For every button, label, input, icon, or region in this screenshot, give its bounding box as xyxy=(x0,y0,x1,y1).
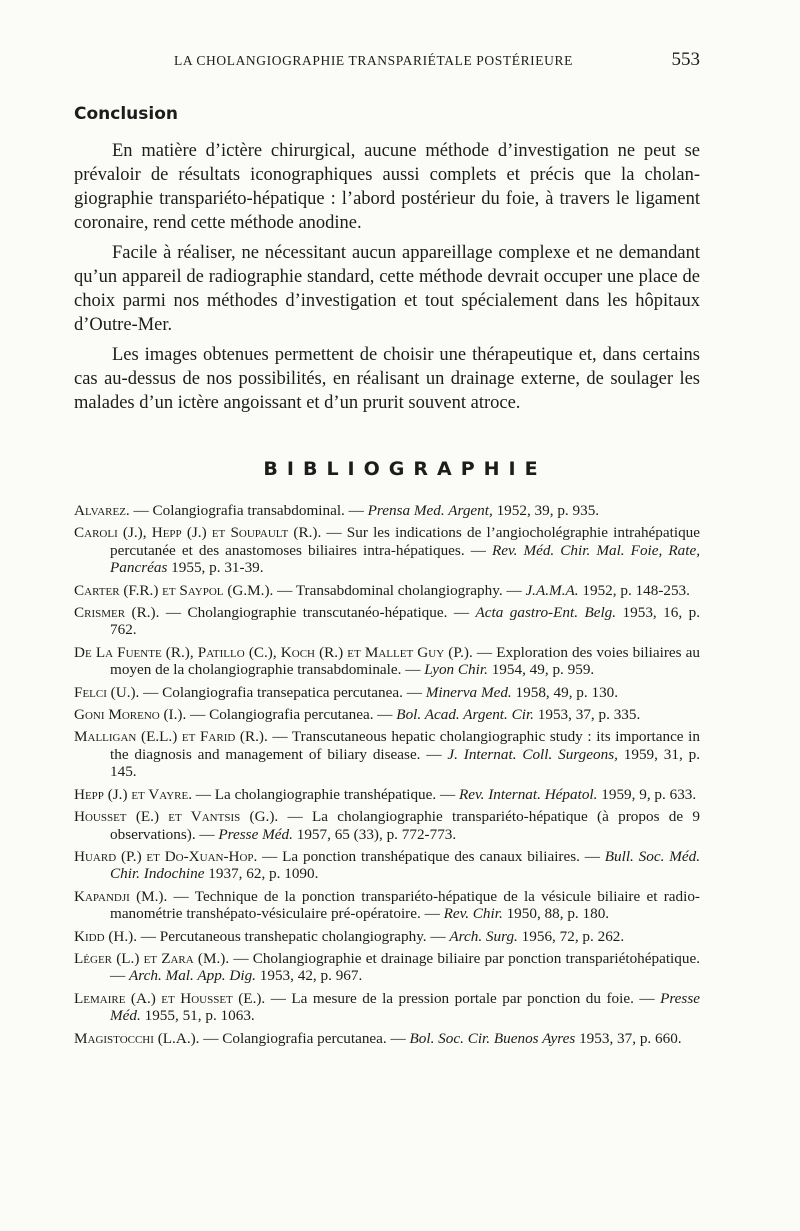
bibliography-entry xyxy=(74,1030,700,1047)
entry-authors: Felci (U.). xyxy=(74,683,140,701)
page-number: 553 xyxy=(671,49,700,70)
entry-journal: Prensa Med. Argent, xyxy=(367,502,493,519)
entry-authors: Huard (P.) et Do-Xuan-Hop. xyxy=(74,847,258,865)
entry-title: — Colangiografia transepatica percutanea. — xyxy=(139,683,426,701)
entry-authors: Malligan (E.L.) et Farid (R.). xyxy=(74,728,268,746)
conclusion-paragraph: Les images obtenues permettent de choisir une thérapeutique et, dans certains cas au-dessus de nos possibilités, en réalisant un drainage externe, de soulager les malades d’un ictère angoissant et d’un prurit souvent atroce. xyxy=(74,345,700,413)
entry-journal: Arch. Surg. xyxy=(449,927,518,945)
entry-details: 1959, 31, p. 145. xyxy=(110,745,700,781)
running-title: LA CHOLANGIOGRAPHIE TRANSPARIÉTALE POSTÉRIEURE xyxy=(174,53,573,68)
entry-title: — La mesure de la pression portale par ponction du foie. — xyxy=(265,989,661,1007)
entry-title: — Exploration des voies biliaires au moyen de la cholangiographie transabdominale. — xyxy=(110,643,700,679)
entry-title: — La cholangiographie transhépatique. — xyxy=(192,785,459,803)
entry-details: 1952, 39, p. 935. xyxy=(492,502,600,519)
bibliography-entry xyxy=(74,604,700,639)
entry-details: 1953, 37, p. 660. xyxy=(575,1029,682,1047)
entry-authors: Crismer (R.). xyxy=(74,604,160,622)
entry-journal: Acta gastro-Ent. Belg. xyxy=(475,604,617,622)
entry-journal: Rev. Internat. Hépatol. xyxy=(458,785,598,803)
entry-journal: Presse Méd. xyxy=(110,989,700,1025)
entry-journal: Bull. Soc. Méd. Chir. Indochine xyxy=(110,847,700,883)
bibliography-entry xyxy=(74,684,700,701)
conclusion-body xyxy=(74,139,700,421)
entry-authors: Kapandji (M.). xyxy=(74,887,168,905)
bibliography-entry xyxy=(74,928,700,945)
entry-journal: Presse Méd. xyxy=(218,825,293,843)
bibliography-entry xyxy=(74,848,700,883)
entry-authors: Léger (L.) et Zara (M.). xyxy=(74,949,230,967)
entry-journal: Arch. Mal. App. Dig. xyxy=(128,967,256,985)
entry-title: — Colangiografia transabdominal. — xyxy=(129,502,368,519)
entry-journal: Rev. Chir. xyxy=(443,905,503,923)
entry-journal: Bol. Acad. Argent. Cir. xyxy=(396,706,534,724)
entry-details: 1950, 88, p. 180. xyxy=(502,905,610,923)
entry-details: 1953, 16, p. 762. xyxy=(110,604,700,639)
entry-title: — Colangiografia percutanea. — xyxy=(199,1029,410,1047)
entry-journal: J.A.M.A. xyxy=(525,581,579,599)
bibliography-entry xyxy=(74,644,700,679)
bibliography-entry xyxy=(74,706,700,723)
entry-details: 1952, p. 148-253. xyxy=(578,581,690,599)
entry-details: 1954, 49, p. 959. xyxy=(487,661,595,679)
entry-details: 1953, 37, p. 335. xyxy=(533,706,641,724)
entry-authors: Goni Moreno (I.). xyxy=(74,706,187,724)
entry-details: 1953, 42, p. 967. xyxy=(255,967,363,985)
entry-authors: Housset (E.) et Vantsis (G.). xyxy=(74,808,279,826)
entry-authors: Lemaire (A.) et Housset (E.). xyxy=(74,989,266,1007)
entry-details: 1957, 65 (33), p. 772-773. xyxy=(292,825,457,843)
entry-title: — Cholangiographie et drainage biliaire par ponction transpariétohépatique. — xyxy=(110,949,700,985)
entry-authors: Alvarez. xyxy=(74,502,130,519)
entry-details: 1958, 49, p. 130. xyxy=(511,683,619,701)
conclusion-heading: Conclusion xyxy=(74,104,178,124)
entry-title: — La ponction transhépatique des canaux biliaires. — xyxy=(257,847,605,865)
entry-title: — Transabdominal cholangiography. — xyxy=(273,581,526,599)
entry-authors: De La Fuente (R.), Patillo (C.), Koch (R.) et Mallet Guy (P.). xyxy=(74,643,473,661)
entry-authors: Carter (F.R.) et Saypol (G.M.). xyxy=(74,581,274,599)
entry-authors: Magistocchi (L.A.). xyxy=(74,1029,200,1047)
bibliography-entry xyxy=(74,728,700,780)
entry-details: 1959, 9, p. 633. xyxy=(597,785,697,803)
entry-title: — Percutaneous transhepatic cholangiography. — xyxy=(137,927,450,945)
conclusion-paragraph: Facile à réaliser, ne nécessitant aucun appareillage complexe et ne demandant qu’un appareil de radiographie standard, cette méthode devrait occuper une place de choix parmi nos méthodes d’investigation et tout spécialement dans les hôpitaux d’Outre-Mer. xyxy=(74,243,700,335)
bibliography-entry xyxy=(74,808,700,843)
entry-title: — Colangiografia percutanea. — xyxy=(186,706,397,724)
entry-details: 1955, 51, p. 1063. xyxy=(140,1007,255,1025)
entry-details: 1937, 62, p. 1090. xyxy=(204,865,319,883)
entry-details: 1956, 72, p. 262. xyxy=(517,927,625,945)
entry-details: 1955, p. 31-39. xyxy=(167,559,264,577)
entry-title: — Sur les indications de l’angiocholégraphie intrahépatique percutanée et des anastomoses biliaires intra-hépatiques. — xyxy=(110,524,700,559)
entry-title: — Technique de la ponction transpariéto-hépatique de la vésicule biliaire et radio-manométrie transhépato-vésiculaire pré-opératoire. — xyxy=(110,887,700,923)
conclusion-paragraph: En matière d’ictère chirurgical, aucune méthode d’investigation ne peut se prévaloir de résultats iconographiques aussi complets et précis que la cholangiographie transpariéto-hépatique : l’abord postérieur du foie, à travers le ligament coronaire, rend cette méthode anodine. xyxy=(74,141,700,233)
entry-journal: J. Internat. Coll. Surgeons, xyxy=(447,745,618,763)
bibliography-entry xyxy=(74,524,700,576)
entry-journal: Rev. Méd. Chir. Mal. Foie, Rate, Pancréas xyxy=(110,541,700,577)
bibliography-list xyxy=(74,502,700,1052)
bibliography-entry xyxy=(74,786,700,803)
entry-authors: Caroli (J.), Hepp (J.) et Soupault (R.). xyxy=(74,524,322,542)
bibliography-entry xyxy=(74,990,700,1025)
entry-title: — Transcutaneous hepatic cholangiographic study : its importance in the diagnosis and management of biliary disease. — xyxy=(110,728,700,763)
entry-journal: Lyon Chir. xyxy=(424,661,488,679)
page-header xyxy=(74,50,700,72)
entry-title: — Cholangiographie transcutanéo-hépatique. — xyxy=(159,604,476,622)
entry-title: — La cholangiographie transpariéto-hépatique (à propos de 9 observations). — xyxy=(110,808,700,843)
bibliography-entry xyxy=(74,502,700,519)
bibliography-heading: BIBLIOGRAPHIE xyxy=(263,458,547,480)
bibliography-entry xyxy=(74,950,700,985)
entry-journal: Bol. Soc. Cir. Buenos Ayres xyxy=(409,1029,576,1047)
entry-authors: Hepp (J.) et Vayre. xyxy=(74,785,192,803)
bibliography-entry xyxy=(74,582,700,599)
bibliography-entry xyxy=(74,888,700,923)
entry-journal: Minerva Med. xyxy=(425,683,512,701)
entry-authors: Kidd (H.). xyxy=(74,927,137,945)
